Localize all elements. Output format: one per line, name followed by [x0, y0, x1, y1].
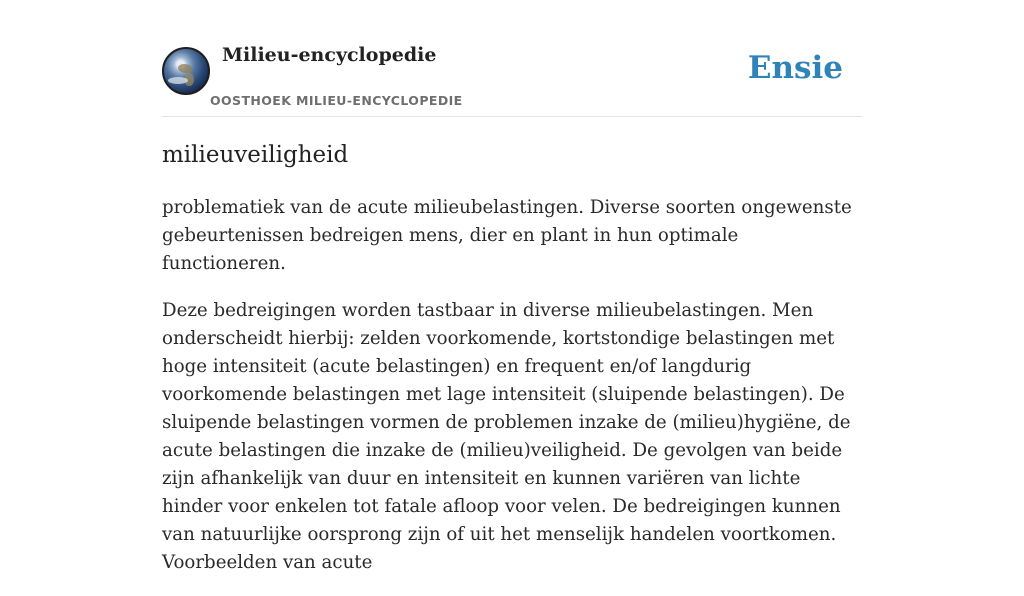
article-paragraph: problematiek van de acute milieubelastingen. Diverse soorten ongewenste gebeurtenissen bedreigen mens, dier en plant in hun optimale functioneren.: [162, 197, 852, 274]
article-paragraph: Deze bedreigingen worden tastbaar in diverse milieubelastingen. Men onderscheidt hierbij: zelden voorkomende, kortstondige belastingen met hoge intensiteit (acute belastingen) en frequent en/of langdurig voorkomende belastingen met lage intensiteit (sluipende belastingen). De sluipende belastingen vormen de problemen inzake de (milieu)hygiëne, de acute belastingen die inzake de (milieu)veiligheid. De gevolgen van beide zijn afhankelijk van duur en intensiteit en kunnen variëren van lichte hinder voor enkelen tot fatale afloop voor velen. De bedreigingen kunnen van natuurlijke oorsprong zijn of uit het menselijk handelen voortkomen. Voorbeelden van acute: [162, 300, 851, 573]
globe-land-shape: [178, 64, 192, 73]
earth-globe-icon[interactable]: [162, 47, 210, 95]
article: [162, 138, 864, 596]
brand-logo-link[interactable]: Ensie: [747, 50, 843, 86]
globe-cloud-shape: [168, 77, 188, 84]
article-title: milieuveiligheid: [162, 142, 349, 168]
site-title[interactable]: Milieu-encyclopedie: [222, 44, 437, 66]
site-header: [162, 0, 862, 117]
site-subtitle: OOSTHOEK MILIEU-ENCYCLOPEDIE: [210, 93, 463, 108]
